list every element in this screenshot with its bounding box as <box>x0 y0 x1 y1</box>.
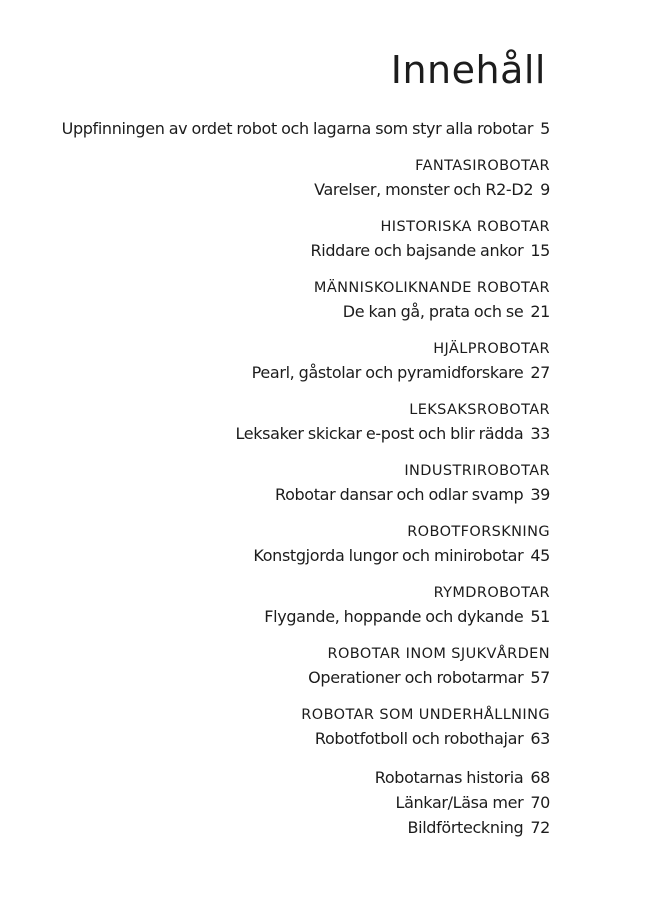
toc-page-number: 51 <box>530 607 550 626</box>
toc-section <box>30 459 550 507</box>
toc-page-number: 9 <box>540 180 550 199</box>
toc-section <box>30 642 550 690</box>
toc-entry[interactable] <box>30 300 550 324</box>
section-heading: MÄNNISKOLIKNANDE ROBOTAR <box>313 280 550 296</box>
toc-page-number: 70 <box>530 793 550 812</box>
toc-entry-label: Robotar dansar och odlar svamp <box>275 485 524 504</box>
page-title: Innehåll <box>390 48 546 92</box>
toc-entry-label: Länkar/Läsa mer <box>395 793 524 812</box>
section-heading: HISTORISKA ROBOTAR <box>380 219 550 235</box>
toc-entry-label: Uppfinningen av ordet robot och lagarna som styr alla robotar <box>61 119 534 138</box>
toc-entry-label: Flygande, hoppande och dykande <box>264 607 524 626</box>
toc-page-number: 27 <box>530 363 550 382</box>
toc-section <box>30 154 550 202</box>
toc-entry[interactable] <box>30 239 550 263</box>
toc-section <box>30 215 550 263</box>
toc-section <box>30 276 550 324</box>
toc-page-number: 72 <box>530 818 550 837</box>
toc-entry[interactable] <box>30 666 550 690</box>
toc-page-number: 45 <box>530 546 550 565</box>
toc-entry[interactable] <box>30 727 550 751</box>
section-heading: FANTASIROBOTAR <box>415 158 550 174</box>
toc-entry-label: Varelser, monster och R2-D2 <box>314 180 534 199</box>
toc-entry[interactable] <box>30 605 550 629</box>
toc-page-number: 57 <box>530 668 550 687</box>
toc-entry[interactable] <box>30 422 550 446</box>
toc-entry-intro[interactable] <box>30 117 550 141</box>
table-of-contents <box>30 117 550 840</box>
toc-section <box>30 703 550 751</box>
toc-entry[interactable] <box>30 815 550 840</box>
toc-page-number: 21 <box>530 302 550 321</box>
section-heading: ROBOTFORSKNING <box>407 524 550 540</box>
toc-entry-label: De kan gå, prata och se <box>342 302 524 321</box>
toc-page-number: 63 <box>530 729 550 748</box>
toc-entry[interactable] <box>30 544 550 568</box>
toc-section <box>30 398 550 446</box>
toc-section <box>30 520 550 568</box>
toc-entry-label: Robotfotboll och robothajar <box>314 729 524 748</box>
toc-page-number: 15 <box>530 241 550 260</box>
toc-entry-label: Konstgjorda lungor och minirobotar <box>253 546 524 565</box>
toc-entry-label: Robotarnas historia <box>374 768 524 787</box>
toc-appendix <box>30 765 550 840</box>
toc-page-number: 33 <box>530 424 550 443</box>
toc-entry[interactable] <box>30 765 550 790</box>
toc-section <box>30 581 550 629</box>
toc-entry[interactable] <box>30 483 550 507</box>
toc-entry-label: Pearl, gåstolar och pyramidforskare <box>251 363 524 382</box>
toc-entry-label: Riddare och bajsande ankor <box>310 241 524 260</box>
section-heading: LEKSAKSROBOTAR <box>409 402 550 418</box>
toc-entry-label: Operationer och robotarmar <box>308 668 524 687</box>
toc-page-number: 68 <box>530 768 550 787</box>
toc-entry[interactable] <box>30 790 550 815</box>
section-heading: ROBOTAR INOM SJUKVÅRDEN <box>327 646 550 662</box>
section-heading: ROBOTAR SOM UNDERHÅLLNING <box>301 707 550 723</box>
section-heading: INDUSTRIROBOTAR <box>404 463 550 479</box>
toc-section <box>30 337 550 385</box>
toc-entry-label: Leksaker skickar e-post och blir rädda <box>235 424 524 443</box>
toc-entry-label: Bildförteckning <box>407 818 524 837</box>
toc-page-number: 39 <box>530 485 550 504</box>
toc-entry[interactable] <box>30 178 550 202</box>
section-heading: RYMDROBOTAR <box>433 585 550 601</box>
section-heading: HJÄLPROBOTAR <box>433 341 550 357</box>
toc-page-number: 5 <box>540 119 550 138</box>
toc-entry[interactable] <box>30 361 550 385</box>
